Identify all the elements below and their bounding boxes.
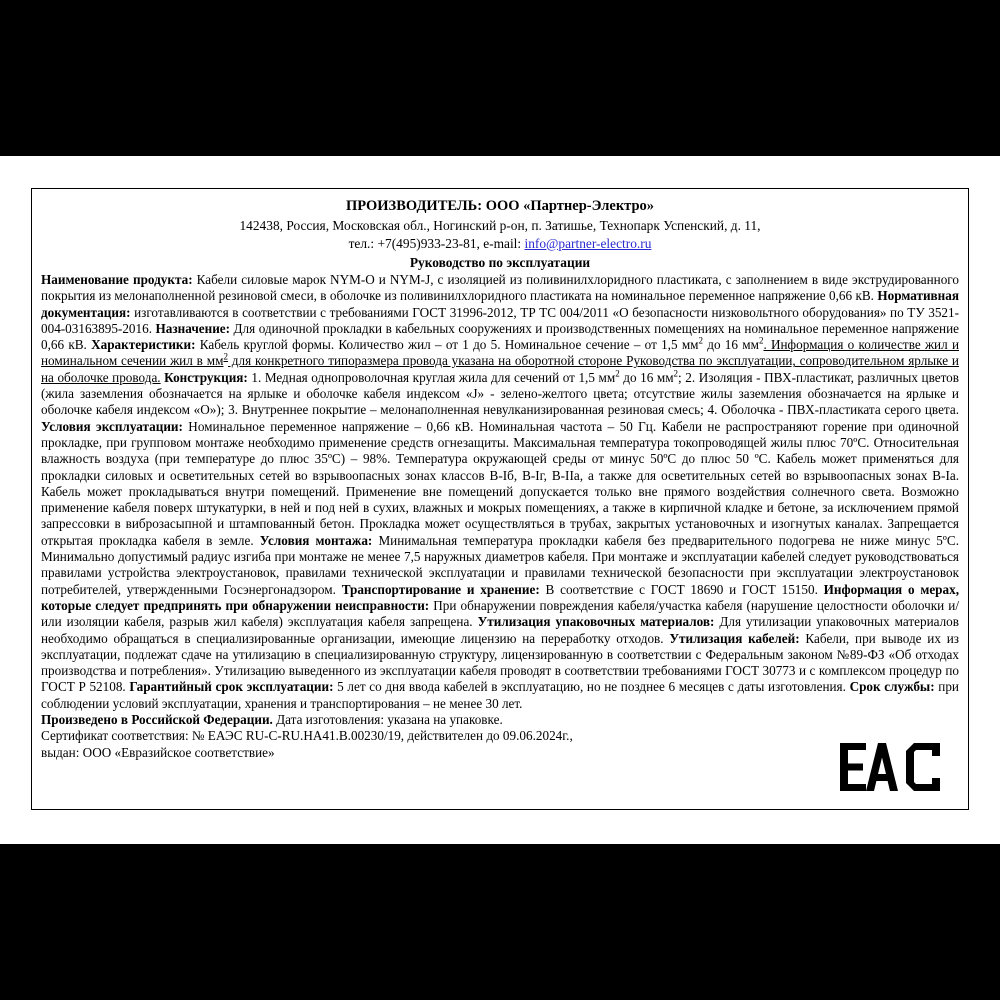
characteristics-label: Характеристики: [91,337,196,353]
manufacturing-country-line [41,712,959,728]
product-name-label: Наименование продукта: [41,271,193,287]
normative-text: изготавливаются в соответствии с требованиями ГОСТ 31996-2012, ТР ТС 004/2011 «О безопасности низковольтного оборудования» по ТУ 3521-004-03163895-2016. [41,304,959,336]
characteristics-text: Кабель круглой формы. Количество жил – от 1 до 5. Номинальное сечение – от 1,5 мм [195,337,699,353]
manufacturer-contact [41,235,959,252]
purpose-label: Назначение: [155,320,231,336]
construction-text-3: ; 2. Изоляция - ПВХ-пластикат, различных цветов (жила заземления обозначается на ярлыке и оболочке кабеля индексом «J» - зелено-желтого цвета; отсутствие жилы заземления обозначается на ярлыке и оболочке кабеля индексом «О»); 3. Внутреннее покрытие – мелонаполненная невулканизированная резиновая смесь; 4. Оболочка - ПВХ-пластиката серого цвета. [41,369,959,418]
sup-2-b: 2 [758,335,764,346]
installation-text: Минимальная температура прокладки кабеля без предварительного подогрева не ниже минус 5ºС. Минимально допустимый радиус изгиба при монтаже не менее 7,5 наружных диаметров кабеля. При монтаже и эксплуатации кабелей следует руководствоваться правилами устройства электроустановок, правилами технической эксплуатации и правилами технической безопасности при эксплуатации электроустановок потребителей, утвержденными Госэнергонадзором. [41,532,959,597]
service-life-label: Срок службы: [849,679,935,695]
guide-title: Руководство по эксплуатации [409,254,591,270]
manufacturer-heading: ПРОИЗВОДИТЕЛЬ: ООО «Партнер-Электро» [345,198,655,214]
manufacturer-address: 142438, Россия, Московская обл., Ногинский р-он, п. Затишье, Технопарк Успенский, д. 11, [239,218,761,234]
normative-label: Нормативная документация: [41,288,959,320]
warranty-label: Гарантийный срок эксплуатации: [129,679,334,695]
packaging-disposal-label: Утилизация упаковочных материалов: [477,614,715,630]
cable-disposal-label: Утилизация кабелей: [669,630,800,646]
contact-email-link[interactable]: info@partner-electro.ru [524,235,652,251]
underlined-note-part1: . Информация о количестве жил и номинальном сечении жил в мм [41,337,959,369]
characteristics-text-2: до 16 мм [703,337,759,353]
warranty-text: 5 лет со дня ввода кабелей в эксплуатацию, но не позднее 6 месяцев с даты изготовления. [333,679,850,695]
construction-text-2: до 16 мм [619,369,674,385]
product-name-text: Кабели силовые марок NYM-O и NYM-J, с изоляцией из поливинилхлоридного пластиката, с заполнением в виде экструдированного покрытия из мелонаполненной резиновой смеси, в оболочке из поливинилхлоридного пластиката на номинальное переменное напряжение 0,66 кВ. [41,271,959,304]
instruction-manual-document [31,188,969,810]
packaging-disposal-text: Для утилизации упаковочных материалов необходимо обращаться в специализированные организации, имеющие лицензию на переработку отходов. [41,614,959,646]
manual-body-text [41,272,959,712]
transport-text: В соответствие с ГОСТ 18690 и ГОСТ 15150. [539,581,824,597]
sup-2-e: 2 [673,368,679,379]
operating-conditions-text: Номинальное переменное напряжение – 0,66 кВ. Номинальная частота – 50 Гц. Кабели не распространяют горение при одиночной прокладке, при групповом монтаже необходимо применение средств огнезащиты. Максимальная температура токопроводящей жилы плюс 70ºС. Относительная влажность воздуха (при температуре до плюс 35ºС) – 98%. Температура окружающей среды от минус 50ºС до плюс 50 ºС. Кабель может применяться для прокладки силовых и осветительных сетей во взрывоопасных зонах классов В-Iб, В-Iг, В-IIа, а также для осветительных сетей во взрывоопасных зонах В-Iа. Кабель может прокладываться внутри помещений. Применение вне помещений допускается только вне прямого воздействия солнечного света. Возможно применение кабеля поверх штукатурки, в ней и под ней в сухих, влажных и мокрых помещениях, а также в кирпичной кладке и бетоне, за исключением прямой запрессовки в виброзасыпной и штампованный бетон. Прокладка может осуществляться в трубах, закрытых установочных и изогнутых каналах. Запрещается открытая прокладка кабеля в земле. [41,418,959,548]
eac-icon [836,739,946,795]
purpose-text: Для одиночной прокладки в кабельных сооружениях и производственных помещениях на номинальное переменное напряжение 0,66 кВ. [41,320,959,353]
sup-2-c: 2 [223,352,228,363]
sup-2-d: 2 [615,368,620,379]
contact-phone-text: тел.: +7(495)933-23-81, e-mail: [348,235,525,251]
made-in-label: Произведено в Российской Федерации. [41,711,273,727]
sup-2-a: 2 [698,335,704,346]
underlined-note-part2: для конкретного типоразмера провода указана на оборотной стороне Руководства по эксплуатации, сопроводительном ярлыке и на оболочке провода. [41,353,959,385]
cable-disposal-text: Кабели, при выводе их из эксплуатации, подлежат сдаче на утилизацию в специализированную структуру, лицензированную в соответствии с Федеральным законом №89-ФЗ «Об отходах производства и потребления». Утилизацию выведенного из эксплуатации кабеля проводят в соответствии требованиями ГОСТ 30773 и с комплексом процедур по ГОСТ Р 52108. [41,630,960,695]
failure-label: Информация о мерах, которые следует предпринять при обнаружении неисправности: [41,581,959,613]
eac-conformity-mark [836,739,946,795]
operating-conditions-label: Условия эксплуатации: [41,418,183,434]
failure-text: При обнаружении повреждения кабеля/участка кабеля (нарушение целостности оболочки и/или изоляции кабеля, разрыв жил кабеля) эксплуатация кабеля запрещена. [41,597,959,630]
construction-label: Конструкция: [160,369,248,385]
construction-text: 1. Медная однопроволочная круглая жила для сечений от 1,5 мм [247,369,616,385]
certificate-line-2: выдан: ООО «Евразийское соответствие» [41,744,275,760]
certificate-line-1: Сертификат соответствия: № ЕАЭС RU-C-RU.НА41.В.00230/19, действителен до 09.06.2024г., [41,728,573,744]
transport-label: Транспортирование и хранение: [341,581,540,597]
installation-label: Условия монтажа: [259,532,373,548]
service-life-text: при соблюдении условий эксплуатации, хранения и транспортирования – не менее 30 лет. [41,679,959,711]
made-in-text: Дата изготовления: указана на упаковке. [272,711,503,727]
